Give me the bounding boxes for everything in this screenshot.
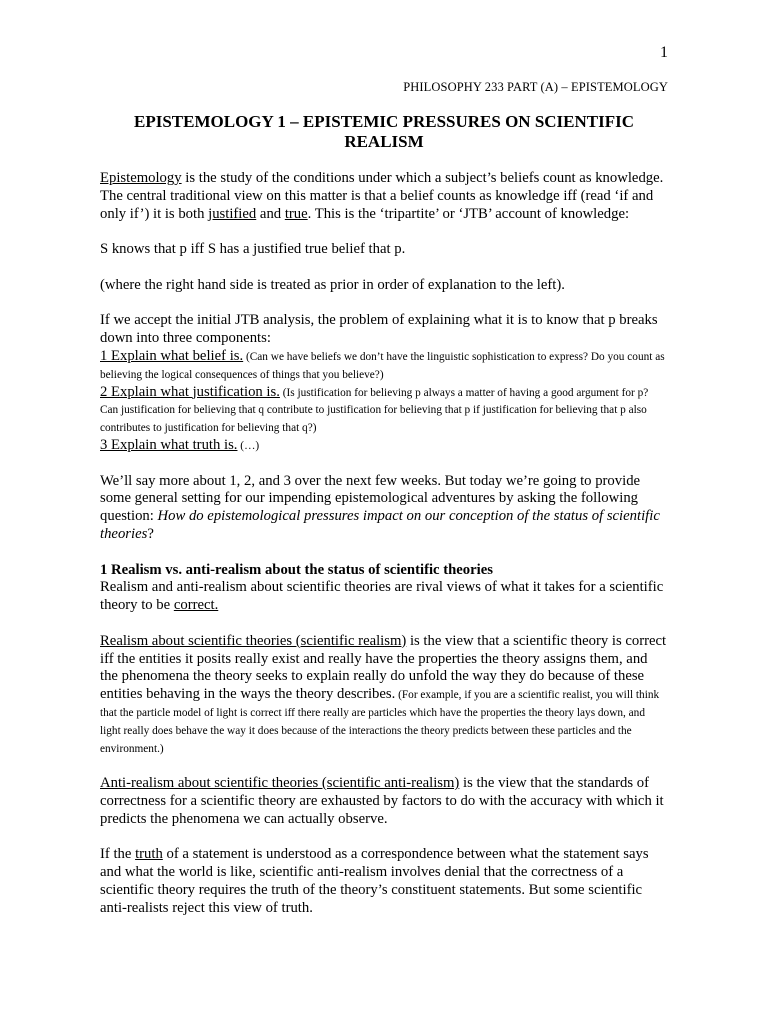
jtb-statement: S knows that p iff S has a justified true belief that p. <box>100 241 406 258</box>
truth-text-1: If the <box>100 846 136 863</box>
intro-text-3: . This is the ‘tripartite’ or ‘JTB’ account of knowledge: <box>307 205 630 222</box>
section-1-heading: 1 Realism vs. anti-realism about the status of scientific theories <box>100 561 493 578</box>
term-justified: justified <box>208 205 257 222</box>
realism-definition: is the view that a scientific theory is correct iff the entities it posits really exist and really have the properties the theory assigns them, and the phenomena the theory seeks to explain really do unfold the way they do because of these entities behaving in the ways the theory describes. <box>100 632 667 703</box>
anti-realism-definition: is the view that the standards of correctness for a scientific theory are exhausted by factors to do with the accuracy with which it predicts the phenomena we can actually observe. <box>100 775 664 827</box>
setting-paragraph <box>100 473 668 544</box>
components-lead: If we accept the initial JTB analysis, the problem of explaining what it is to know that p breaks down into three components: <box>100 312 658 347</box>
component-2 <box>100 384 668 437</box>
component-3-label: 3 Explain what truth is. <box>100 436 238 453</box>
truth-text-2: of a statement is understood as a correspondence between what the statement says and what the world is like, scientific anti-realism involves denial that the correctness of a scientific theory requires the truth of the theory’s constituent statements. But some scientific anti-realists reject this view of truth. <box>100 846 649 916</box>
jtb-note: (where the right hand side is treated as prior in order of explanation to the left). <box>100 276 565 293</box>
component-2-label: 2 Explain what justification is. <box>100 383 280 400</box>
term-epistemology: Epistemology <box>100 170 182 186</box>
truth-paragraph <box>100 846 668 917</box>
setting-text-2: ? <box>147 525 154 542</box>
component-3 <box>100 437 668 455</box>
component-1-note: (Can we have beliefs we don’t have the linguistic sophistication to express? Do you count as believing the logical consequences of things that you believe?) <box>100 350 665 381</box>
document-body <box>100 112 668 917</box>
realism-paragraph <box>100 633 668 758</box>
term-truth: truth <box>135 846 163 863</box>
component-2-note: (Is justification for believing p always a matter of having a good argument for p? Can justification for believing that q contribute to justification for believing that p if justification for believing that p also contributes to justification for believing that q?) <box>100 386 649 435</box>
term-correct: correct. <box>173 597 219 614</box>
page-number: 1 <box>660 44 668 61</box>
section-1-intro <box>100 579 668 615</box>
setting-text-1: We’ll say more about 1, 2, and 3 over the next few weeks. But today we’re going to provide some general setting for our impending epistemological adventures by asking the following question: <box>100 472 641 525</box>
term-scientific-realism: Realism about scientific theories (scientific realism) <box>100 632 407 649</box>
component-1 <box>100 348 668 384</box>
realism-example: (For example, if you are a scientific realist, you will think that the particle model of light is correct iff there really are particles which have the properties the theory lays down, and light really does behave the way it does because of the interactions the theory predicts between these particles and the environment.) <box>100 689 660 755</box>
intro-text-2: and <box>256 205 285 222</box>
term-true: true <box>284 205 308 222</box>
setting-question: How do epistemological pressures impact on our conception of the status of scientific theories <box>100 508 660 542</box>
page-title: EPISTEMOLOGY 1 – EPISTEMIC PRESSURES ON SCIENTIFIC REALISM <box>133 112 635 151</box>
intro-text-1: is the study of the conditions under which a subject’s beliefs count as knowledge. The central traditional view on this matter is that a belief counts as knowledge iff (read ‘if and only if’) it is both <box>100 170 664 222</box>
course-header: PHILOSOPHY 233 PART (A) – EPISTEMOLOGY <box>403 80 668 94</box>
component-1-label: 1 Explain what belief is. <box>100 347 244 364</box>
term-scientific-anti-realism: Anti-realism about scientific theories (scientific anti-realism) <box>100 775 460 792</box>
intro-paragraph <box>100 170 668 223</box>
section-1-intro-text: Realism and anti-realism about scientific theories are rival views of what it takes for a scientific theory to be <box>100 579 664 614</box>
component-3-note: (…) <box>237 439 260 452</box>
anti-realism-paragraph <box>100 775 668 828</box>
